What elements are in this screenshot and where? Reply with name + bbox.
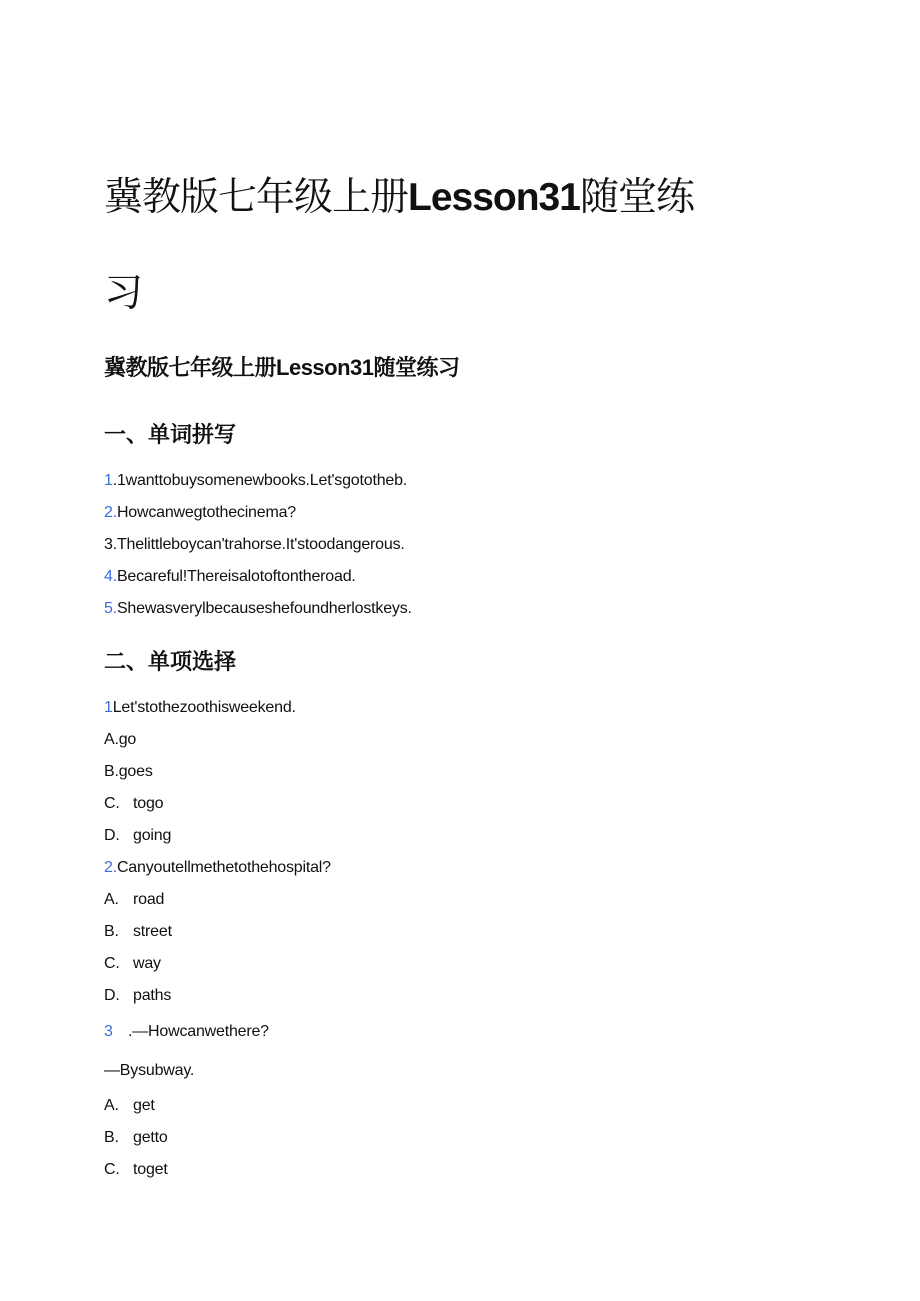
q3-option-b (104, 1127, 168, 1149)
option-label: D. (104, 827, 120, 844)
main-title-cn-suffix: 随堂练 (579, 175, 694, 220)
main-title-lesson: Lesson31 (408, 176, 580, 219)
choice-question-2 (104, 857, 331, 879)
question-text: Let'stothezoothisweekend. (112, 699, 296, 716)
option-label: C. (104, 955, 120, 972)
item-text: Shewasveryl​becauseshefoundherlostkeys. (116, 600, 412, 617)
main-title-cn-prefix: 冀教版七年级上册 (104, 175, 409, 220)
q3-option-a (104, 1095, 155, 1117)
item-number: 4 (104, 568, 113, 585)
sub-title (104, 350, 460, 387)
option-text: togo (133, 795, 164, 812)
item-sep: . (112, 472, 117, 489)
q2-option-d (104, 985, 171, 1007)
item-number: 2 (104, 504, 113, 521)
question-number: 3 (104, 1023, 113, 1040)
item-sep: . (112, 504, 117, 521)
option-text: toget (133, 1161, 168, 1178)
item-sep: . (112, 568, 117, 585)
question-number: 1 (104, 699, 113, 716)
option-text: getto (133, 1129, 168, 1146)
option-label: C. (104, 1161, 120, 1178)
option-label: C. (104, 795, 120, 812)
question-text: .—Howcanwethere? (128, 1023, 269, 1040)
item-number: 1 (104, 472, 113, 489)
question-number: 2 (104, 859, 113, 876)
question-text: Canyoutellmethetothehospital? (116, 859, 331, 876)
item-text: Thelittleboycan'trahorse.It'stoodangerous. (116, 536, 405, 553)
option-text: street (133, 923, 172, 940)
sub-title-cn-suffix: 随堂练习 (373, 356, 460, 381)
item-text: 1wanttobuysomenewbooks.Let'sgototheb. (116, 472, 408, 489)
section-heading-choice: 二、单项选择 (104, 650, 237, 675)
sub-title-cn-prefix: 冀教版七年级上册 (104, 356, 277, 381)
q3-answer-line: —Bysubway. (104, 1062, 195, 1079)
item-number: 5 (104, 600, 113, 617)
section-heading-spelling: 一、单词拼写 (104, 423, 237, 448)
option-text: going (133, 827, 172, 844)
main-title-cn-suffix-line2: 习 (104, 271, 143, 316)
q2-option-a (104, 889, 164, 911)
item-text: Becareful!Thereisalotoftontheroad. (116, 568, 356, 585)
option-text: go (118, 731, 137, 748)
spelling-item-3 (104, 534, 405, 556)
item-text: Howcanwegtothecinema? (116, 504, 296, 521)
q1-option-b (104, 761, 153, 783)
choice-question-3 (104, 1021, 269, 1043)
option-label: B. (104, 763, 119, 780)
item-number: 3 (104, 536, 113, 553)
q1-option-d (104, 825, 171, 847)
item-sep: . (112, 600, 117, 617)
option-label: A. (104, 1097, 119, 1114)
option-label: D. (104, 987, 120, 1004)
sub-title-lesson: Lesson31 (276, 355, 374, 380)
option-label: A. (104, 731, 119, 748)
question-sep: . (112, 859, 117, 876)
q1-option-c (104, 793, 163, 815)
q3-option-c (104, 1159, 168, 1181)
spelling-item-1 (104, 470, 407, 492)
choice-question-1 (104, 697, 296, 719)
spelling-item-4 (104, 566, 356, 588)
option-text: get (133, 1097, 155, 1114)
option-text: road (133, 891, 165, 908)
option-text: paths (133, 987, 172, 1004)
main-title (104, 150, 764, 342)
option-label: B. (104, 923, 119, 940)
item-sep: . (112, 536, 117, 553)
q2-option-b (104, 921, 172, 943)
q1-option-a (104, 729, 136, 751)
option-text: way (133, 955, 161, 972)
option-label: B. (104, 1129, 119, 1146)
spelling-item-2 (104, 502, 296, 524)
option-label: A. (104, 891, 119, 908)
option-text: goes (118, 763, 153, 780)
q2-option-c (104, 953, 161, 975)
spelling-item-5 (104, 598, 412, 620)
